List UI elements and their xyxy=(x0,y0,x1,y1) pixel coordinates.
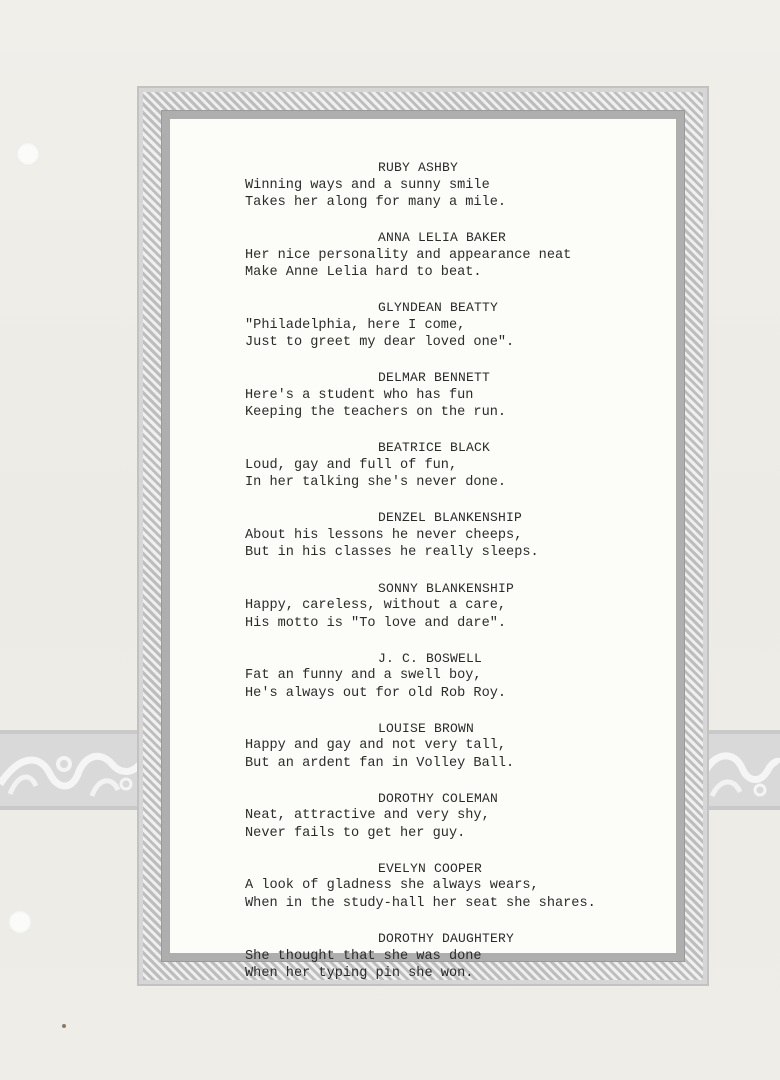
entry xyxy=(245,439,685,492)
student-name: J. C. BOSWELL xyxy=(378,650,483,666)
student-name: BEATRICE BLACK xyxy=(378,440,491,456)
student-name: ANNA LELIA BAKER xyxy=(378,230,507,246)
verse-line: Fat an funny and a swell boy, xyxy=(245,668,482,684)
entry xyxy=(245,369,685,422)
verse-line: When her typing pin she won. xyxy=(245,966,474,982)
ink-speck xyxy=(62,1024,66,1028)
verse-line: Winning ways and a sunny smile xyxy=(245,177,490,193)
entry xyxy=(245,299,685,352)
verse-line: Happy, careless, without a care, xyxy=(245,598,507,614)
ornament-band-right xyxy=(700,730,780,810)
inner-frame xyxy=(161,110,685,982)
decorative-frame xyxy=(137,86,709,986)
entry xyxy=(245,860,685,913)
entry xyxy=(245,720,685,773)
verse-line: But in his classes he really sleeps. xyxy=(245,545,539,561)
student-name: SONNY BLANKENSHIP xyxy=(378,580,515,596)
verse-line: Keeping the teachers on the run. xyxy=(245,405,507,421)
entry xyxy=(245,790,685,843)
verse-line: About his lessons he never cheeps, xyxy=(245,527,523,543)
verse-line: In her talking she's never done. xyxy=(245,475,507,491)
verse-line: Make Anne Lelia hard to beat. xyxy=(245,265,482,281)
verse-line: Never fails to get her guy. xyxy=(245,825,466,841)
entry xyxy=(245,159,685,212)
entry xyxy=(245,229,685,282)
entry xyxy=(245,509,685,562)
ornament-band-left xyxy=(0,730,140,810)
verse-line: She thought that she was done xyxy=(245,948,482,964)
verse-line: Just to greet my dear loved one". xyxy=(245,335,515,351)
verse-line: But an ardent fan in Volley Ball. xyxy=(245,755,515,771)
verse-line: Her nice personality and appearance neat xyxy=(245,247,572,263)
entry xyxy=(245,650,685,703)
verse-line: A look of gladness she always wears, xyxy=(245,878,539,894)
verse-line: Takes her along for many a mile. xyxy=(245,195,507,210)
poem-list xyxy=(245,159,685,1000)
verse-line: His motto is "To love and dare". xyxy=(245,615,507,631)
verse-line: Loud, gay and full of fun, xyxy=(245,457,458,473)
student-name: GLYNDEAN BEATTY xyxy=(378,300,499,316)
text-card xyxy=(170,119,676,982)
verse-line: Here's a student who has fun xyxy=(245,387,474,403)
punch-hole-bottom xyxy=(8,910,32,934)
entry xyxy=(245,930,685,983)
verse-line: "Philadelphia, here I come, xyxy=(245,317,466,333)
entry xyxy=(245,580,685,633)
verse-line: Neat, attractive and very shy, xyxy=(245,808,490,824)
student-name: RUBY ASHBY xyxy=(378,160,459,175)
student-name: EVELYN COOPER xyxy=(378,860,483,876)
punch-hole-top xyxy=(16,142,40,166)
student-name: DENZEL BLANKENSHIP xyxy=(378,510,523,526)
verse-line: Happy and gay and not very tall, xyxy=(245,738,507,754)
student-name: DOROTHY DAUGHTERY xyxy=(378,931,515,947)
student-name: DOROTHY COLEMAN xyxy=(378,790,499,806)
student-name: DELMAR BENNETT xyxy=(378,370,491,386)
verse-line: He's always out for old Rob Roy. xyxy=(245,685,507,701)
student-name: LOUISE BROWN xyxy=(378,720,475,736)
verse-line: When in the study-hall her seat she shares. xyxy=(245,895,596,911)
